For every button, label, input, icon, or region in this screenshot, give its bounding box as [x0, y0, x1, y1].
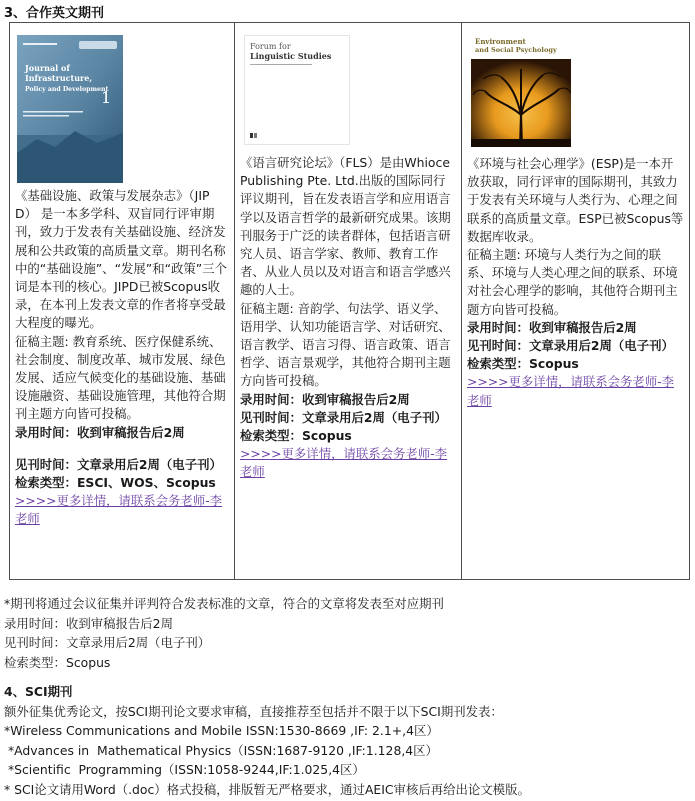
- esp-review-time: 录用时间：收到审稿报告后2周: [467, 319, 637, 335]
- jipd-publish-time: 见刊时间：文章录用后2周（电子刊）: [15, 456, 222, 472]
- jipd-cover-title-3: Policy and Development: [25, 86, 109, 93]
- esp-description: 《环境与社会心理学》(ESP)是一本开放获取，同行评审的国际期刊，其致力于发表有关环境与人类行为、心理之间联系的高质量文章。ESP已被Scopus等数据库收录。: [467, 156, 684, 244]
- sci-journal-item: *Wireless Communications and Mobile ISSN:1530-8669 ,IF: 2.1+,4区）: [4, 723, 439, 738]
- notes-line-3: 见刊时间：文章录用后2周（电子刊）: [4, 635, 211, 650]
- esp-index-type: 检索类型：Scopus: [467, 356, 579, 372]
- esp-cover-title-2: and Social Psychology: [475, 46, 557, 54]
- fls-publish-time: 见刊时间：文章录用后2周（电子刊）: [240, 409, 447, 425]
- jipd-cover-title-2: Infrastructure,: [25, 73, 93, 83]
- section-3-title: 3、合作英文期刊: [4, 6, 105, 21]
- fls-description: 《语言研究论坛》（FLS）是由Whioce Publishing Pte. Ltd.出版的国际同行评议期刊，旨在发表语言学和应用语言学以及语言哲学的最新研究成果。该期刊服务于广泛的读者群体，包括语言研究人员、语言学家、教师、教育工作者、从业人员以及对语言和语言学感兴趣的人士。: [240, 155, 451, 298]
- fls-cover-title-1: Forum for: [250, 42, 291, 51]
- jipd-cover-number: 1: [101, 88, 112, 107]
- fls-cover-title-2: Linguistic Studies: [250, 51, 332, 61]
- sci-intro: 额外征集优秀论文，按SCI期刊论文要求审稿，直接推荐至包括并不限于以下SCI期刊发表：: [4, 703, 503, 719]
- esp-publish-time: 见刊时间：文章录用后2周（电子刊）: [467, 338, 674, 354]
- journal-cell-jipd: [10, 23, 235, 580]
- journals-table: [9, 22, 690, 580]
- journal-cell-esp: [462, 23, 690, 580]
- jipd-cover-image: [17, 35, 229, 183]
- jipd-review-time: 录用时间：收到审稿报告后2周: [15, 424, 185, 440]
- jipd-more-link[interactable]: >>>>更多详情，请联系会务老师-李老师: [15, 493, 223, 527]
- fls-topics: 征稿主题: 音韵学、句法学、语义学、语用学、认知功能语言学、对话研究、语言教学、语言习得、语言政策、语言哲学、语言景观学，其他符合期刊主题方向皆可投稿。: [240, 300, 451, 389]
- sci-journal-item: *Scientific Programming（ISSN:1058-9244,IF:1.025,4区）: [4, 762, 365, 777]
- notes-line-2: 录用时间：收到审稿报告后2周: [4, 615, 173, 631]
- sci-journal-item: *Advances in Mathematical Physics（ISSN:1687-9120 ,IF:1.128,4区）: [4, 742, 438, 758]
- sci-footer-note: * SCI论文请用Word（.doc）格式投稿，排版暂无严格要求，通过AEIC审核后再给出论文模版。: [4, 781, 530, 797]
- fls-review-time: 录用时间：收到审稿报告后2周: [240, 391, 410, 407]
- notes-line-4: 检索类型：Scopus: [4, 654, 111, 670]
- fls-more-link[interactable]: >>>>更多详情，请联系会务老师-李老师: [240, 446, 448, 480]
- jipd-index-type: 检索类型：ESCI、WOS、Scopus: [15, 475, 216, 491]
- section-4-title: 4、SCI期刊: [4, 684, 73, 699]
- notes-line-1: *期刊将通过会议征集并评判符合发表标准的文章，符合的文章将发表至对应期刊: [4, 596, 444, 611]
- esp-topics: 征稿主题: 环境与人类行为之间的联系、环境与人类心理之间的联系、环境对社会心理学的影响，其他符合期刊主题方向皆可投稿。: [467, 247, 678, 317]
- jipd-topics: 征稿主题: 教育系统、医疗保健系统、社会制度、制度改革、城市发展、绿色发展、适应气候变化的基础设施、基础设施融资、基础设施管理，其他符合期刊主题方向皆可投稿。: [15, 333, 226, 422]
- esp-cover-image: [471, 35, 684, 147]
- fls-index-type: 检索类型：Scopus: [240, 428, 352, 444]
- fls-cover-image: [244, 35, 456, 145]
- jipd-cover-title-1: Journal of: [25, 63, 70, 73]
- journal-cell-fls: [235, 23, 462, 580]
- notes-section: [4, 594, 690, 799]
- jipd-description: 《基础设施、政策与发展杂志》（JIPD） 是一本多学科、双盲同行评审期刊，致力于发表有关基础设施、经济发展和公共政策的高质量文章。期刊名称中的“基础设施”、“发展”和“政策”三个词是本刊的核心。JIPD已被Scopus收录，在本刊上发表文章的作者将享受最大程度的曝光。: [15, 188, 227, 331]
- esp-more-link[interactable]: >>>>更多详情，请联系会务老师-李老师: [467, 374, 675, 408]
- esp-cover-title-1: Environment: [475, 37, 526, 46]
